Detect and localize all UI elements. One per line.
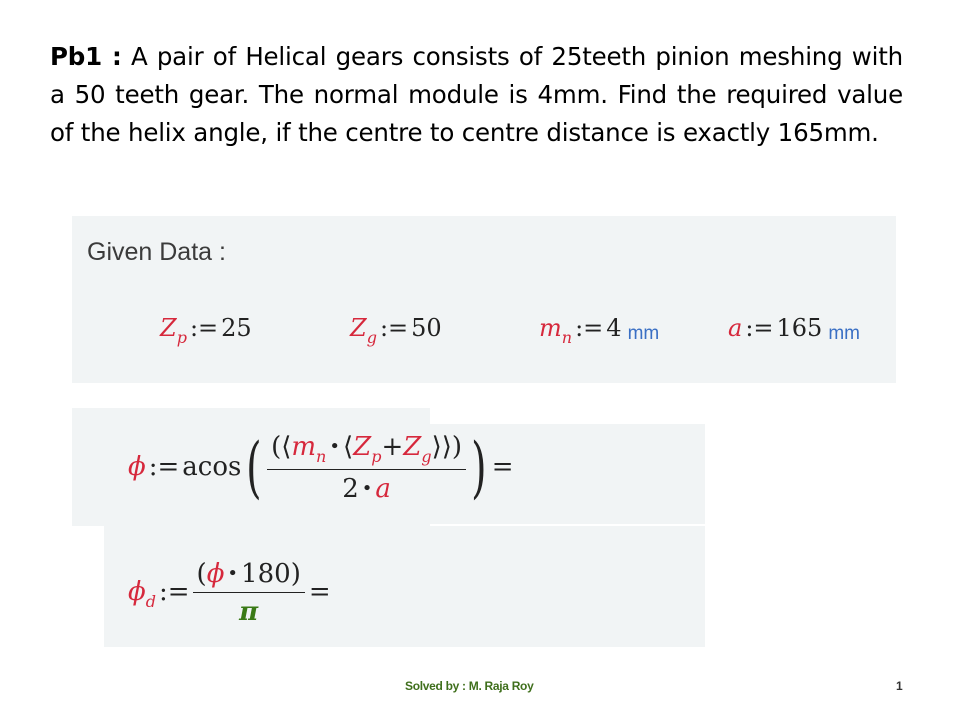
a-symbol: a: [728, 314, 743, 342]
problem-label: Pb1 :: [50, 42, 122, 71]
phi-d-subscript: d: [145, 592, 156, 611]
mn-subscript: n: [316, 447, 327, 466]
equals-sign: =: [308, 577, 331, 607]
given-zg: [350, 314, 442, 347]
multiply-dot: •: [361, 478, 373, 499]
zp-subscript: p: [176, 328, 187, 347]
value-180: 180: [241, 559, 291, 589]
formula1-numerator: [267, 432, 466, 469]
zg-subscript: g: [421, 447, 432, 466]
assign-operator: :=: [148, 452, 180, 482]
close-brackets: ⟩⟩): [431, 432, 463, 462]
page-number: 1: [896, 679, 903, 693]
footer-credit: Solved by : M. Raja Roy: [405, 679, 534, 693]
denominator-number: 2: [342, 474, 359, 504]
assign-operator: :=: [158, 577, 190, 607]
assign-operator: :=: [379, 314, 409, 342]
phi-symbol: ϕ: [128, 577, 146, 607]
zp-subscript: p: [371, 447, 382, 466]
problem-text: A pair of Helical gears consists of 25teeth pinion meshing with a 50 teeth gear. The normal module is 4mm. Find the required value of the helix angle, if the centre to centre distance is exactly 165mm.: [50, 42, 903, 147]
helix-angle-formula: [128, 429, 514, 506]
phi-symbol: ϕ: [128, 452, 146, 482]
helix-angle-degrees-formula: [128, 559, 331, 627]
a-symbol: a: [375, 474, 391, 504]
mn-unit: mm: [627, 323, 660, 344]
mn-symbol: m: [539, 314, 562, 342]
zg-symbol: Z: [350, 314, 367, 342]
formula1-denominator: [267, 469, 466, 504]
given-mn: [539, 314, 659, 347]
open-bracket: ⟨: [342, 432, 354, 462]
pi-symbol: π: [193, 592, 305, 627]
right-paren: ): [471, 429, 487, 506]
mn-symbol: m: [291, 432, 317, 462]
phi-symbol: ϕ: [206, 559, 225, 589]
assign-operator: :=: [745, 314, 774, 342]
zg-value: 50: [411, 314, 442, 342]
multiply-dot: •: [329, 436, 340, 457]
given-data-title: Given Data :: [87, 238, 226, 266]
given-zp: [160, 314, 252, 347]
formula2-fraction: [193, 559, 305, 627]
open-paren: (: [196, 559, 207, 589]
close-paren: ): [290, 559, 301, 589]
zg-symbol: Z: [403, 432, 422, 462]
plus-operator: +: [381, 432, 404, 462]
given-a: [728, 314, 860, 345]
zp-symbol: Z: [353, 432, 372, 462]
left-paren: (: [246, 429, 262, 506]
given-data-panel: [72, 216, 896, 383]
open-brackets: (⟨: [271, 432, 292, 462]
mn-value: 4: [606, 314, 622, 342]
zg-subscript: g: [366, 328, 377, 347]
assign-operator: :=: [575, 314, 604, 342]
zp-symbol: Z: [160, 314, 177, 342]
mn-subscript: n: [561, 328, 573, 347]
a-unit: mm: [828, 323, 860, 344]
formula1-fraction: [267, 432, 466, 504]
problem-statement: [50, 38, 903, 152]
equals-sign: =: [491, 452, 514, 482]
formula2-numerator: [193, 559, 305, 592]
a-value: 165: [776, 314, 823, 342]
acos-function: acos: [182, 452, 242, 482]
assign-operator: :=: [189, 314, 219, 342]
multiply-dot: •: [227, 563, 239, 584]
zp-value: 25: [221, 314, 252, 342]
